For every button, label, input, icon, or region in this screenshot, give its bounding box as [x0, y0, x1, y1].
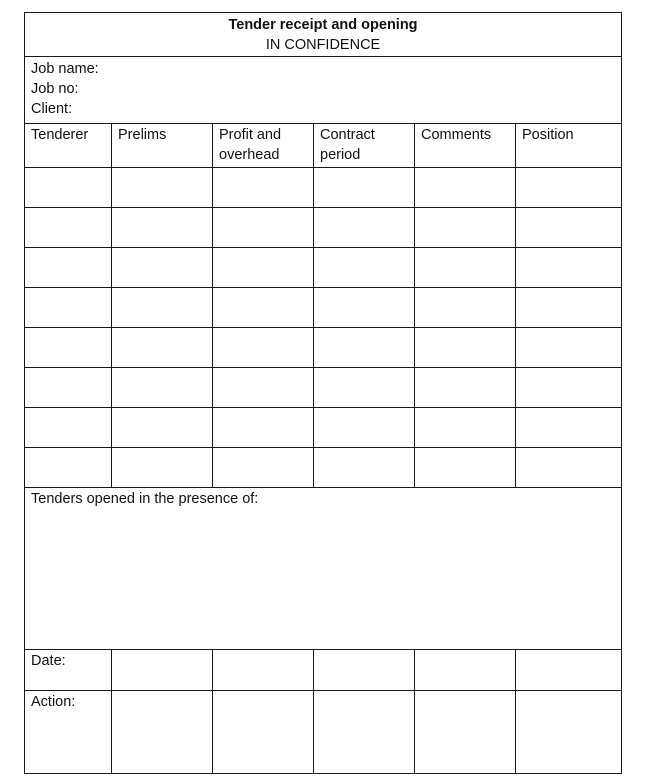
table-row: [25, 448, 622, 488]
action-cell[interactable]: [213, 691, 314, 774]
presence-block[interactable]: [25, 488, 622, 650]
column-header: Profit and overhead: [213, 124, 314, 168]
table-cell[interactable]: [25, 208, 112, 248]
table-row: [25, 208, 622, 248]
form-title-block: [25, 13, 622, 57]
column-header: Prelims: [112, 124, 213, 168]
presence-label: Tenders opened in the presence of:: [31, 491, 259, 507]
table-cell[interactable]: [314, 208, 415, 248]
action-row: [25, 691, 622, 774]
column-header-row: [25, 124, 622, 168]
action-cell[interactable]: [415, 691, 516, 774]
table-cell[interactable]: [516, 368, 622, 408]
table-cell[interactable]: [213, 248, 314, 288]
action-cell[interactable]: [314, 691, 415, 774]
table-cell[interactable]: [516, 248, 622, 288]
action-cell[interactable]: [112, 691, 213, 774]
form-title: Tender receipt and opening: [228, 17, 418, 33]
tender-entry-rows: [25, 168, 622, 488]
table-row: [25, 248, 622, 288]
table-cell[interactable]: [415, 408, 516, 448]
table-cell[interactable]: [112, 448, 213, 488]
date-cell[interactable]: [213, 650, 314, 691]
table-cell[interactable]: [25, 328, 112, 368]
table-cell[interactable]: [516, 448, 622, 488]
table-cell[interactable]: [213, 368, 314, 408]
table-cell[interactable]: [516, 208, 622, 248]
table-cell[interactable]: [213, 208, 314, 248]
date-cell[interactable]: [415, 650, 516, 691]
table-cell[interactable]: [314, 328, 415, 368]
table-cell[interactable]: [314, 448, 415, 488]
table-cell[interactable]: [25, 248, 112, 288]
table-row: [25, 168, 622, 208]
table-cell[interactable]: [516, 328, 622, 368]
table-cell[interactable]: [25, 368, 112, 408]
table-cell[interactable]: [25, 448, 112, 488]
table-cell[interactable]: [516, 288, 622, 328]
job-name-label: Job name:: [31, 61, 99, 77]
table-cell[interactable]: [213, 288, 314, 328]
table-cell[interactable]: [112, 168, 213, 208]
column-header: Position: [516, 124, 622, 168]
column-header: Contract period: [314, 124, 415, 168]
action-cell[interactable]: [516, 691, 622, 774]
table-cell[interactable]: [112, 288, 213, 328]
table-cell[interactable]: [112, 248, 213, 288]
table-cell[interactable]: [415, 368, 516, 408]
table-cell[interactable]: [314, 368, 415, 408]
table-cell[interactable]: [415, 208, 516, 248]
table-cell[interactable]: [213, 448, 314, 488]
table-cell[interactable]: [314, 408, 415, 448]
job-info-block: [25, 57, 622, 124]
date-row: [25, 650, 622, 691]
table-cell[interactable]: [415, 448, 516, 488]
date-label: Date:: [25, 650, 112, 691]
column-header: Tenderer: [25, 124, 112, 168]
table-cell[interactable]: [415, 168, 516, 208]
date-cell[interactable]: [314, 650, 415, 691]
table-cell[interactable]: [25, 408, 112, 448]
table-cell[interactable]: [213, 168, 314, 208]
action-label: Action:: [25, 691, 112, 774]
table-cell[interactable]: [213, 328, 314, 368]
table-cell[interactable]: [213, 408, 314, 448]
table-cell[interactable]: [112, 328, 213, 368]
table-cell[interactable]: [112, 208, 213, 248]
job-no-label: Job no:: [31, 81, 79, 97]
date-cell[interactable]: [516, 650, 622, 691]
table-cell[interactable]: [314, 248, 415, 288]
table-row: [25, 408, 622, 448]
table-cell[interactable]: [112, 408, 213, 448]
date-cell[interactable]: [112, 650, 213, 691]
table-cell[interactable]: [415, 328, 516, 368]
table-cell[interactable]: [415, 288, 516, 328]
table-cell[interactable]: [25, 168, 112, 208]
form-subtitle: IN CONFIDENCE: [265, 37, 381, 53]
table-cell[interactable]: [25, 288, 112, 328]
table-cell[interactable]: [112, 368, 213, 408]
client-label: Client:: [31, 101, 73, 117]
table-cell[interactable]: [415, 248, 516, 288]
table-row: [25, 368, 622, 408]
table-cell[interactable]: [516, 408, 622, 448]
column-header: Comments: [415, 124, 516, 168]
table-row: [25, 288, 622, 328]
table-cell[interactable]: [314, 168, 415, 208]
table-cell[interactable]: [516, 168, 622, 208]
table-row: [25, 328, 622, 368]
tender-form: [24, 12, 622, 774]
table-cell[interactable]: [314, 288, 415, 328]
